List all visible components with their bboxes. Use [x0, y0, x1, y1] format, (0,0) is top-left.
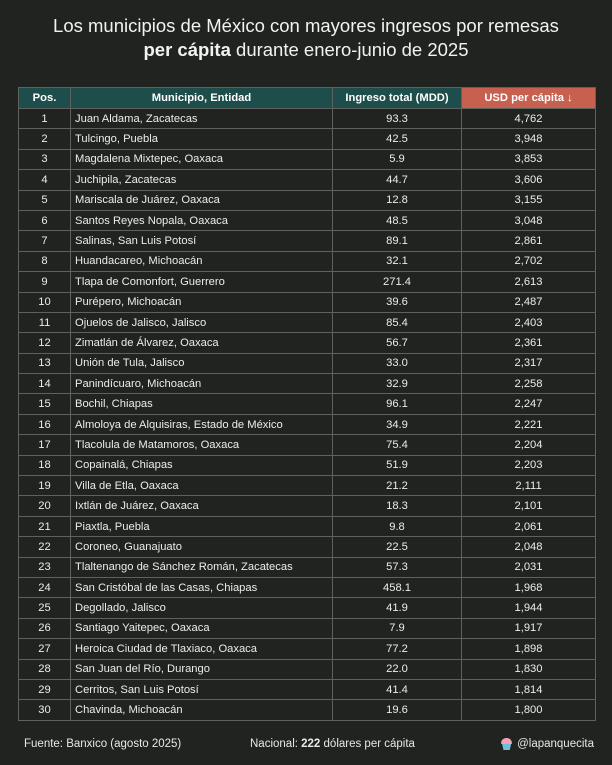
table-row: [19, 659, 596, 679]
cell-municipio: Purépero, Michoacán: [71, 292, 333, 312]
cell-pos: 20: [19, 496, 71, 516]
cell-ingreso: 7.9: [333, 618, 462, 638]
cell-pos: 19: [19, 476, 71, 496]
cell-ingreso: 18.3: [333, 496, 462, 516]
cell-pos: 25: [19, 598, 71, 618]
cell-municipio: Salinas, San Luis Potosí: [71, 231, 333, 251]
cell-usd-per-capita: 1,898: [462, 639, 596, 659]
cell-ingreso: 42.5: [333, 129, 462, 149]
title-line-2: [0, 38, 612, 62]
cell-ingreso: 19.6: [333, 700, 462, 720]
cell-municipio: Chavinda, Michoacán: [71, 700, 333, 720]
cell-usd-per-capita: 2,203: [462, 455, 596, 475]
cell-municipio: Heroica Ciudad de Tlaxiaco, Oaxaca: [71, 639, 333, 659]
cell-ingreso: 21.2: [333, 476, 462, 496]
footer: [0, 738, 612, 754]
table-row: [19, 272, 596, 292]
cell-pos: 6: [19, 210, 71, 230]
table-row: [19, 435, 596, 455]
national-label: Nacional:: [250, 738, 302, 750]
table-row: [19, 292, 596, 312]
cell-usd-per-capita: 3,853: [462, 149, 596, 169]
cell-ingreso: 458.1: [333, 577, 462, 597]
ranking-table: [18, 87, 596, 721]
cell-pos: 11: [19, 312, 71, 332]
table-row: [19, 210, 596, 230]
author-handle: [501, 738, 594, 750]
national-rest: dólares per cápita: [320, 738, 415, 750]
cell-ingreso: 56.7: [333, 333, 462, 353]
table-row: [19, 251, 596, 271]
cell-ingreso: 57.3: [333, 557, 462, 577]
cell-pos: 1: [19, 109, 71, 129]
cell-usd-per-capita: 2,613: [462, 272, 596, 292]
cell-municipio: Almoloya de Alquisiras, Estado de México: [71, 414, 333, 434]
table-row: [19, 312, 596, 332]
cell-ingreso: 271.4: [333, 272, 462, 292]
cell-usd-per-capita: 2,861: [462, 231, 596, 251]
cell-municipio: Huandacareo, Michoacán: [71, 251, 333, 271]
cell-usd-per-capita: 2,258: [462, 374, 596, 394]
cell-usd-per-capita: 2,204: [462, 435, 596, 455]
header-pos: Pos.: [19, 88, 71, 109]
cell-usd-per-capita: 2,101: [462, 496, 596, 516]
national-note: [250, 738, 415, 750]
cell-municipio: Mariscala de Juárez, Oaxaca: [71, 190, 333, 210]
header-usd-per-capita[interactable]: USD per cápita ↓: [462, 88, 596, 109]
cell-pos: 13: [19, 353, 71, 373]
cell-municipio: Magdalena Mixtepec, Oaxaca: [71, 149, 333, 169]
cell-ingreso: 33.0: [333, 353, 462, 373]
cell-pos: 8: [19, 251, 71, 271]
cell-pos: 24: [19, 577, 71, 597]
cell-municipio: Tlaltenango de Sánchez Román, Zacatecas: [71, 557, 333, 577]
cell-municipio: Unión de Tula, Jalisco: [71, 353, 333, 373]
title-line-1: Los municipios de México con mayores ingresos por remesas: [53, 15, 559, 36]
cell-municipio: Coroneo, Guanajuato: [71, 537, 333, 557]
table-row: [19, 149, 596, 169]
cell-usd-per-capita: 2,317: [462, 353, 596, 373]
cell-pos: 7: [19, 231, 71, 251]
cell-usd-per-capita: 3,606: [462, 170, 596, 190]
cell-municipio: Zimatlán de Álvarez, Oaxaca: [71, 333, 333, 353]
cell-ingreso: 22.0: [333, 659, 462, 679]
title-line-2-rest: durante enero-junio de 2025: [230, 39, 469, 60]
cell-municipio: Degollado, Jalisco: [71, 598, 333, 618]
table-row: [19, 455, 596, 475]
cell-ingreso: 32.9: [333, 374, 462, 394]
cell-pos: 26: [19, 618, 71, 638]
cell-pos: 16: [19, 414, 71, 434]
cell-usd-per-capita: 1,968: [462, 577, 596, 597]
cell-ingreso: 22.5: [333, 537, 462, 557]
cell-usd-per-capita: 2,111: [462, 476, 596, 496]
table-row: [19, 476, 596, 496]
cell-usd-per-capita: 4,762: [462, 109, 596, 129]
cell-pos: 28: [19, 659, 71, 679]
cell-ingreso: 85.4: [333, 312, 462, 332]
cell-ingreso: 75.4: [333, 435, 462, 455]
cell-usd-per-capita: 1,917: [462, 618, 596, 638]
cell-ingreso: 9.8: [333, 516, 462, 536]
table-row: [19, 577, 596, 597]
cell-usd-per-capita: 2,247: [462, 394, 596, 414]
page-title: [0, 14, 612, 62]
cell-pos: 10: [19, 292, 71, 312]
cell-pos: 21: [19, 516, 71, 536]
table-body: [19, 109, 596, 721]
cell-pos: 17: [19, 435, 71, 455]
cell-usd-per-capita: 2,048: [462, 537, 596, 557]
table-row: [19, 170, 596, 190]
cell-ingreso: 51.9: [333, 455, 462, 475]
cell-usd-per-capita: 3,048: [462, 210, 596, 230]
cell-municipio: Bochil, Chiapas: [71, 394, 333, 414]
cell-pos: 12: [19, 333, 71, 353]
cell-municipio: Panindícuaro, Michoacán: [71, 374, 333, 394]
cell-municipio: San Cristóbal de las Casas, Chiapas: [71, 577, 333, 597]
cell-municipio: Tlacolula de Matamoros, Oaxaca: [71, 435, 333, 455]
cell-municipio: Santos Reyes Nopala, Oaxaca: [71, 210, 333, 230]
cell-pos: 2: [19, 129, 71, 149]
cell-municipio: Copainalá, Chiapas: [71, 455, 333, 475]
cell-municipio: Tulcingo, Puebla: [71, 129, 333, 149]
cell-usd-per-capita: 3,948: [462, 129, 596, 149]
cell-usd-per-capita: 1,830: [462, 659, 596, 679]
cell-pos: 14: [19, 374, 71, 394]
cell-ingreso: 96.1: [333, 394, 462, 414]
cell-municipio: Piaxtla, Puebla: [71, 516, 333, 536]
table-row: [19, 190, 596, 210]
cell-ingreso: 77.2: [333, 639, 462, 659]
cell-usd-per-capita: 1,944: [462, 598, 596, 618]
cell-pos: 22: [19, 537, 71, 557]
cell-pos: 3: [19, 149, 71, 169]
header-ingreso: Ingreso total (MDD): [333, 88, 462, 109]
table-row: [19, 618, 596, 638]
cell-pos: 23: [19, 557, 71, 577]
source-note: Fuente: Banxico (agosto 2025): [24, 738, 182, 750]
cell-pos: 4: [19, 170, 71, 190]
cell-pos: 27: [19, 639, 71, 659]
table-row: [19, 496, 596, 516]
cell-usd-per-capita: 1,814: [462, 679, 596, 699]
cell-ingreso: 41.9: [333, 598, 462, 618]
table-row: [19, 537, 596, 557]
cell-municipio: Cerritos, San Luis Potosí: [71, 679, 333, 699]
cell-ingreso: 41.4: [333, 679, 462, 699]
cell-usd-per-capita: 2,403: [462, 312, 596, 332]
cell-ingreso: 44.7: [333, 170, 462, 190]
table-header-row: [19, 88, 596, 109]
table-row: [19, 516, 596, 536]
cell-municipio: Tlapa de Comonfort, Guerrero: [71, 272, 333, 292]
cell-pos: 15: [19, 394, 71, 414]
cell-ingreso: 32.1: [333, 251, 462, 271]
header-municipio: Municipio, Entidad: [71, 88, 333, 109]
cell-pos: 5: [19, 190, 71, 210]
table-row: [19, 557, 596, 577]
cell-municipio: Juan Aldama, Zacatecas: [71, 109, 333, 129]
handle-text: @lapanquecita: [517, 738, 594, 750]
cell-ingreso: 89.1: [333, 231, 462, 251]
cell-ingreso: 34.9: [333, 414, 462, 434]
cell-ingreso: 93.3: [333, 109, 462, 129]
cell-pos: 18: [19, 455, 71, 475]
table-row: [19, 598, 596, 618]
cell-ingreso: 39.6: [333, 292, 462, 312]
cell-usd-per-capita: 2,031: [462, 557, 596, 577]
table-row: [19, 700, 596, 720]
table-row: [19, 414, 596, 434]
cell-pos: 9: [19, 272, 71, 292]
table-row: [19, 231, 596, 251]
table-row: [19, 353, 596, 373]
cell-usd-per-capita: 2,487: [462, 292, 596, 312]
cell-municipio: Juchipila, Zacatecas: [71, 170, 333, 190]
cell-usd-per-capita: 2,221: [462, 414, 596, 434]
title-emphasis: per cápita: [143, 39, 231, 60]
cell-usd-per-capita: 2,361: [462, 333, 596, 353]
national-value: 222: [301, 738, 321, 750]
cell-usd-per-capita: 2,061: [462, 516, 596, 536]
cell-pos: 30: [19, 700, 71, 720]
cell-ingreso: 12.8: [333, 190, 462, 210]
cupcake-icon: [501, 738, 512, 750]
cell-ingreso: 48.5: [333, 210, 462, 230]
cell-usd-per-capita: 1,800: [462, 700, 596, 720]
cell-usd-per-capita: 2,702: [462, 251, 596, 271]
cell-municipio: San Juan del Río, Durango: [71, 659, 333, 679]
table-row: [19, 129, 596, 149]
table-row: [19, 639, 596, 659]
cell-municipio: Santiago Yaitepec, Oaxaca: [71, 618, 333, 638]
table-row: [19, 333, 596, 353]
cell-municipio: Ixtlán de Juárez, Oaxaca: [71, 496, 333, 516]
cell-usd-per-capita: 3,155: [462, 190, 596, 210]
table-row: [19, 679, 596, 699]
cell-municipio: Villa de Etla, Oaxaca: [71, 476, 333, 496]
table-row: [19, 394, 596, 414]
cell-pos: 29: [19, 679, 71, 699]
cell-municipio: Ojuelos de Jalisco, Jalisco: [71, 312, 333, 332]
table-row: [19, 109, 596, 129]
cell-ingreso: 5.9: [333, 149, 462, 169]
table-row: [19, 374, 596, 394]
